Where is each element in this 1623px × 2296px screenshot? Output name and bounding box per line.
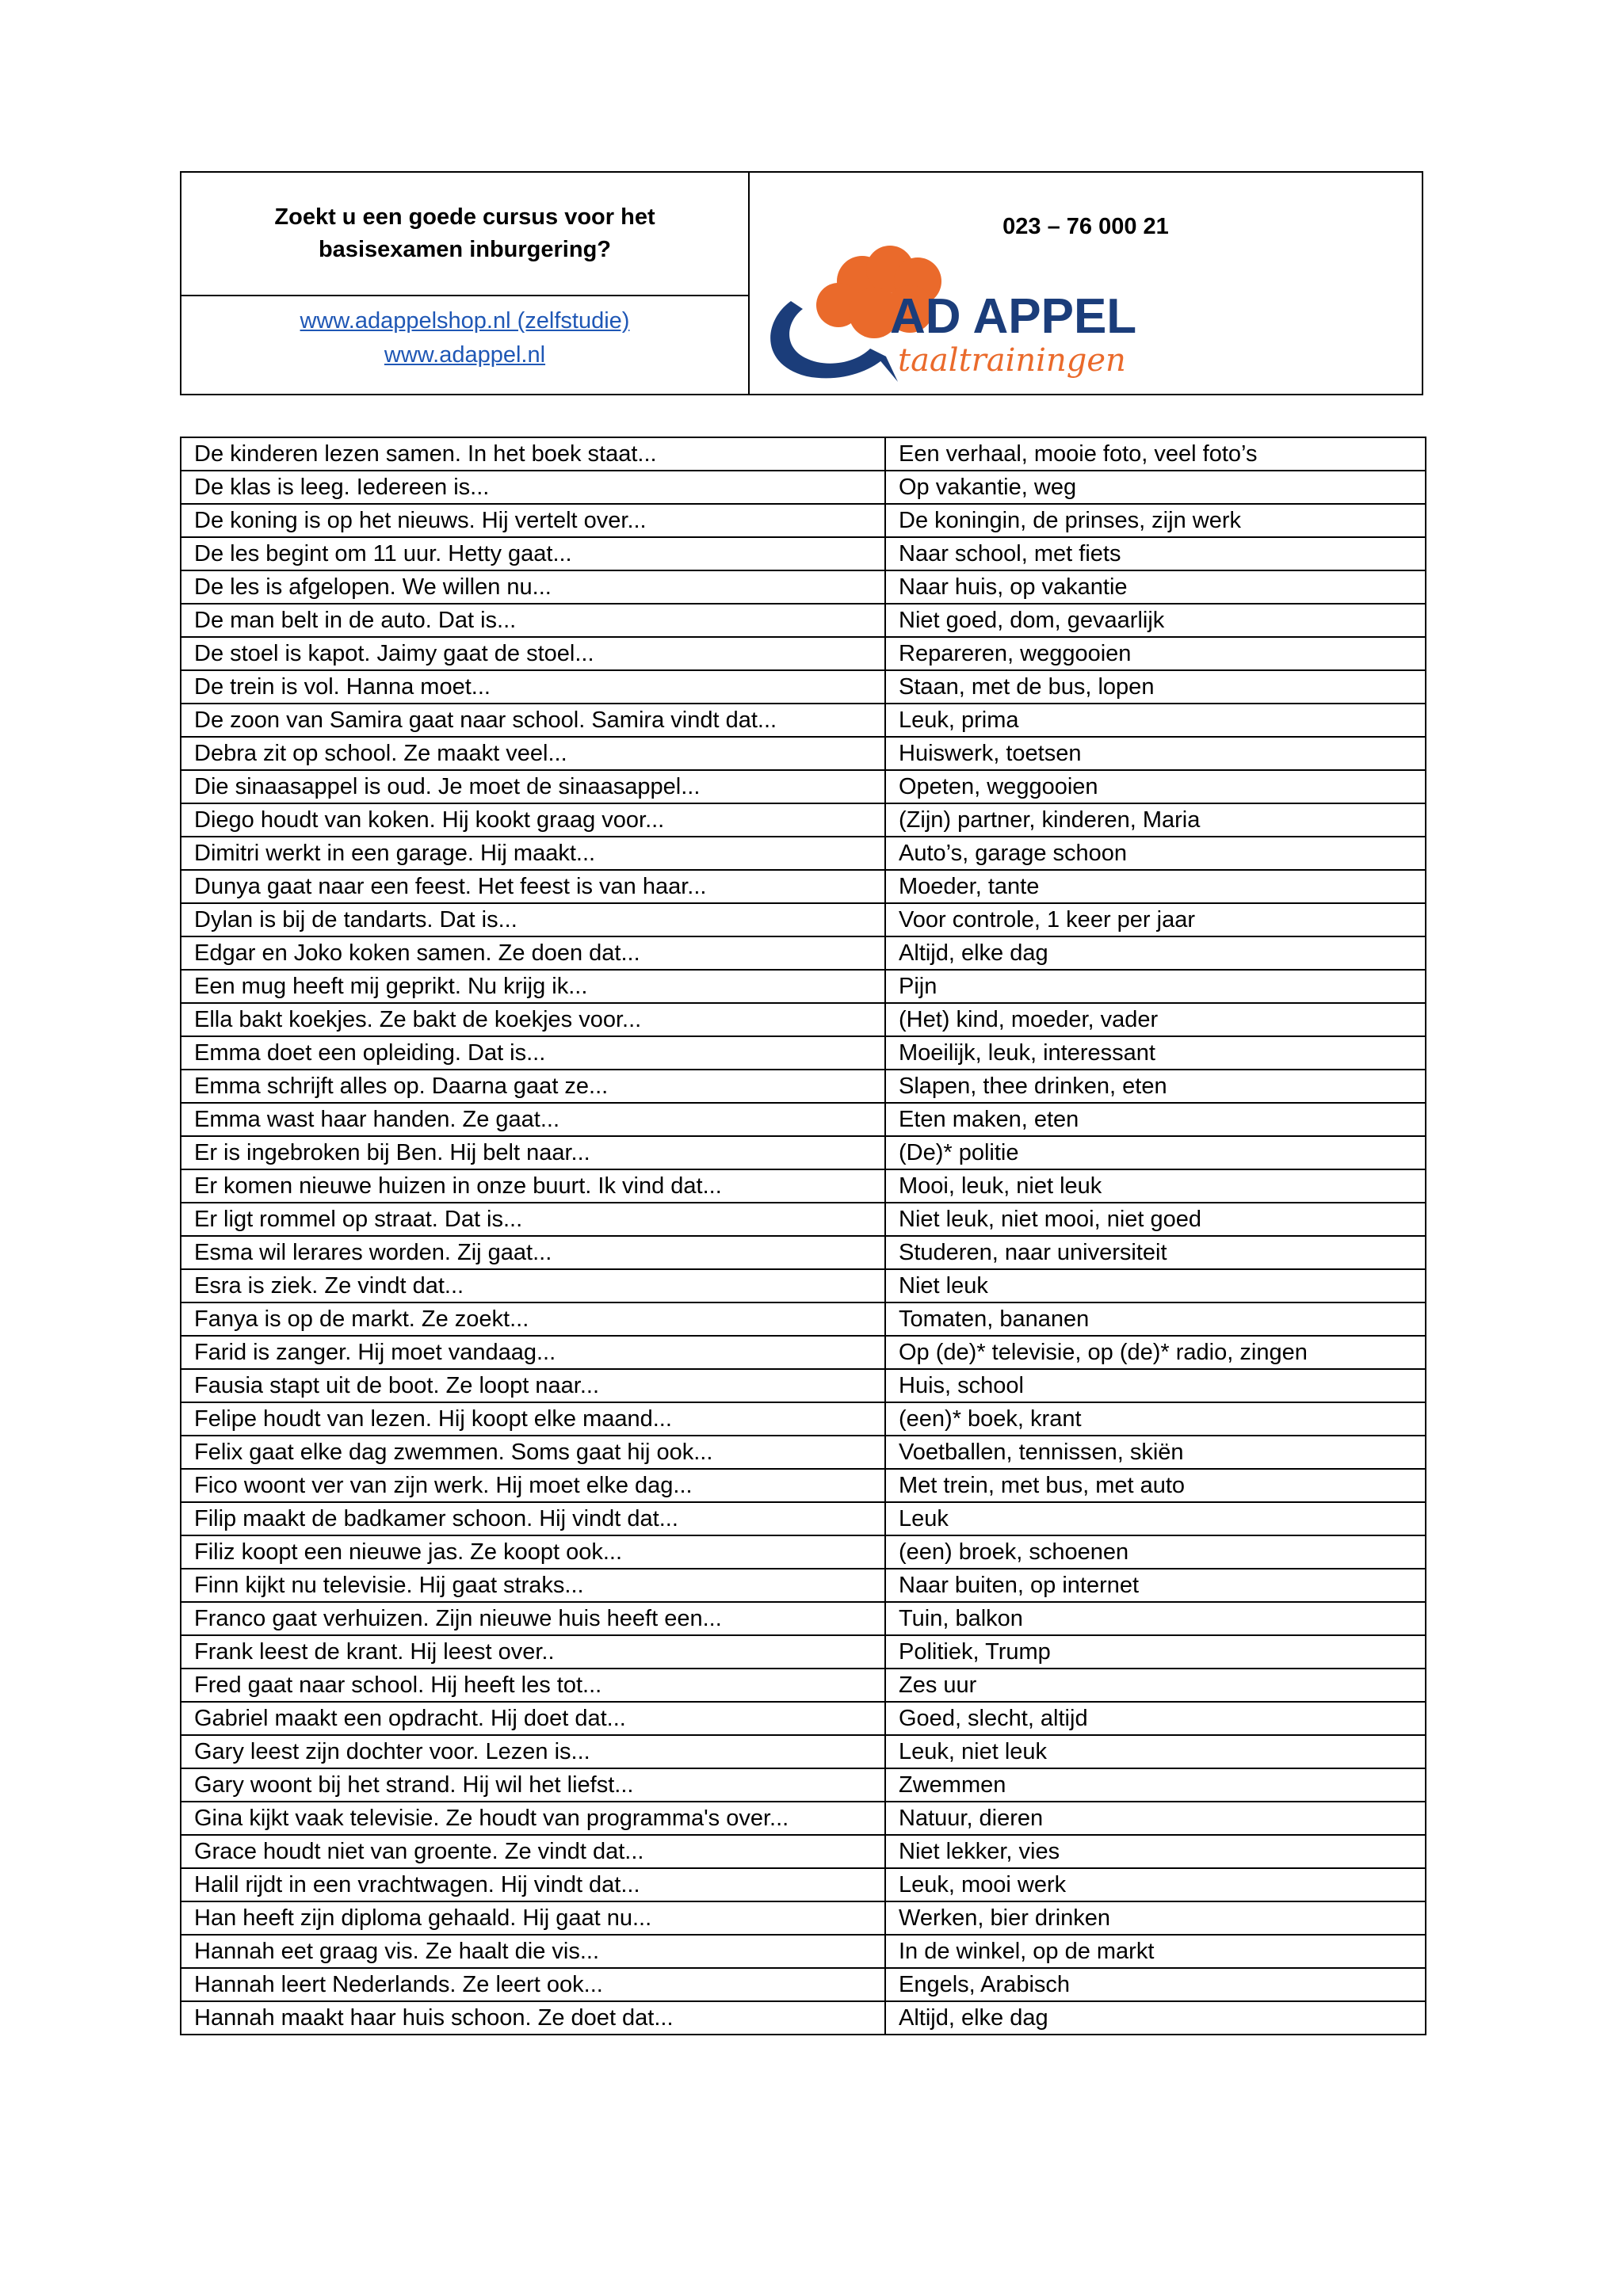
question-cell: Frank leest de krant. Hij leest over.. [181,1635,885,1669]
answer-cell: Leuk, mooi werk [885,1868,1426,1901]
answer-cell: (een)* boek, krant [885,1402,1426,1436]
table-row [181,737,1426,770]
answer-cell: Op (de)* televisie, op (de)* radio, zingen [885,1336,1426,1369]
table-row [181,1302,1426,1336]
question-cell: Filiz koopt een nieuwe jas. Ze koopt ook... [181,1535,885,1569]
answer-cell: Auto’s, garage schoon [885,837,1426,870]
table-row [181,770,1426,803]
promo-text [181,173,748,296]
table-row [181,936,1426,970]
answer-cell: Moeder, tante [885,870,1426,903]
question-cell: De les is afgelopen. We willen nu... [181,570,885,604]
table-row [181,1070,1426,1103]
question-answer-table [180,437,1426,2035]
answer-cell: Huiswerk, toetsen [885,737,1426,770]
answer-cell: Niet leuk [885,1269,1426,1302]
question-cell: Hannah leert Nederlands. Ze leert ook... [181,1968,885,2001]
question-cell: Die sinaasappel is oud. Je moet de sinaasappel... [181,770,885,803]
table-row [181,970,1426,1003]
answer-cell: Eten maken, eten [885,1103,1426,1136]
answer-cell: Niet goed, dom, gevaarlijk [885,604,1426,637]
table-row [181,1036,1426,1070]
answer-cell: Voor controle, 1 keer per jaar [885,903,1426,936]
table-row [181,2001,1426,2035]
question-cell: De koning is op het nieuws. Hij vertelt over... [181,504,885,537]
header-box [180,171,1423,395]
answer-cell: Repareren, weggooien [885,637,1426,670]
question-cell: Fausia stapt uit de boot. Ze loopt naar... [181,1369,885,1402]
table-row [181,1402,1426,1436]
logo-name: AD APPEL [890,289,1137,344]
table-row [181,1635,1426,1669]
answer-cell: (Het) kind, moeder, vader [885,1003,1426,1036]
answer-cell: De koningin, de prinses, zijn werk [885,504,1426,537]
question-cell: Esma wil lerares worden. Zij gaat... [181,1236,885,1269]
answer-cell: Natuur, dieren [885,1802,1426,1835]
answer-cell: Slapen, thee drinken, eten [885,1070,1426,1103]
table-row [181,1136,1426,1169]
question-cell: Hannah maakt haar huis schoon. Ze doet dat... [181,2001,885,2035]
table-row [181,1003,1426,1036]
answer-cell: Studeren, naar universiteit [885,1236,1426,1269]
question-cell: Han heeft zijn diploma gehaald. Hij gaat nu... [181,1901,885,1935]
answer-cell: Opeten, weggooien [885,770,1426,803]
table-row [181,1802,1426,1835]
answer-cell: (een) broek, schoenen [885,1535,1426,1569]
question-cell: Gabriel maakt een opdracht. Hij doet dat... [181,1702,885,1735]
answer-cell: Mooi, leuk, niet leuk [885,1169,1426,1203]
answer-cell: Engels, Arabisch [885,1968,1426,2001]
table-row [181,1702,1426,1735]
answer-cell: Niet lekker, vies [885,1835,1426,1868]
answer-cell: Tomaten, bananen [885,1302,1426,1336]
answer-cell: Leuk, prima [885,704,1426,737]
table-row [181,1968,1426,2001]
question-cell: Emma schrijft alles op. Daarna gaat ze... [181,1070,885,1103]
table-row [181,604,1426,637]
question-cell: Gina kijkt vaak televisie. Ze houdt van programma's over... [181,1802,885,1835]
question-cell: Hannah eet graag vis. Ze haalt die vis... [181,1935,885,1968]
table-row [181,1669,1426,1702]
question-cell: Er komen nieuwe huizen in onze buurt. Ik vind dat... [181,1169,885,1203]
promo-line-2: basisexamen inburgering? [318,237,612,262]
logo-tagline: taaltrainingen [898,342,1126,379]
table-row [181,1768,1426,1802]
ad-appel-logo [759,246,1171,388]
answer-cell: Altijd, elke dag [885,2001,1426,2035]
answer-cell: Politiek, Trump [885,1635,1426,1669]
answer-cell: Naar buiten, op internet [885,1569,1426,1602]
table-row [181,1336,1426,1369]
question-cell: Dimitri werkt in een garage. Hij maakt... [181,837,885,870]
answer-cell: Huis, school [885,1369,1426,1402]
table-row [181,1203,1426,1236]
table-row [181,1269,1426,1302]
phone-number: 023 – 76 000 21 [1002,214,1169,239]
question-cell: Gary woont bij het strand. Hij wil het liefst... [181,1768,885,1802]
question-cell: Emma doet een opleiding. Dat is... [181,1036,885,1070]
table-row [181,670,1426,704]
question-cell: Halil rijdt in een vrachtwagen. Hij vindt dat... [181,1868,885,1901]
table-row [181,704,1426,737]
table-row [181,1835,1426,1868]
table-row [181,437,1426,471]
answer-cell: In de winkel, op de markt [885,1935,1426,1968]
adappelshop-link[interactable]: www.adappelshop.nl (zelfstudie) [300,308,630,334]
table-row [181,637,1426,670]
question-cell: Felipe houdt van lezen. Hij koopt elke maand... [181,1402,885,1436]
table-row [181,1502,1426,1535]
question-cell: Finn kijkt nu televisie. Hij gaat straks... [181,1569,885,1602]
links [181,296,748,394]
question-cell: Dylan is bij de tandarts. Dat is... [181,903,885,936]
question-cell: Diego houdt van koken. Hij kookt graag voor... [181,803,885,837]
answer-cell: Leuk [885,1502,1426,1535]
table-row [181,537,1426,570]
question-cell: De les begint om 11 uur. Hetty gaat... [181,537,885,570]
question-cell: De trein is vol. Hanna moet... [181,670,885,704]
question-cell: Een mug heeft mij geprikt. Nu krijg ik... [181,970,885,1003]
question-cell: Dunya gaat naar een feest. Het feest is van haar... [181,870,885,903]
question-cell: De klas is leeg. Iedereen is... [181,471,885,504]
question-answer-body [181,437,1426,2035]
question-cell: Gary leest zijn dochter voor. Lezen is... [181,1735,885,1768]
answer-cell: Voetballen, tennissen, skiën [885,1436,1426,1469]
answer-cell: Zwemmen [885,1768,1426,1802]
answer-cell: Goed, slecht, altijd [885,1702,1426,1735]
question-cell: Edgar en Joko koken samen. Ze doen dat... [181,936,885,970]
question-cell: Debra zit op school. Ze maakt veel... [181,737,885,770]
adappel-link[interactable]: www.adappel.nl [384,342,546,368]
promo-line-1: Zoekt u een goede cursus voor het [274,204,655,230]
question-cell: Fanya is op de markt. Ze zoekt... [181,1302,885,1336]
answer-cell: (Zijn) partner, kinderen, Maria [885,803,1426,837]
table-row [181,504,1426,537]
question-cell: Fred gaat naar school. Hij heeft les tot... [181,1669,885,1702]
answer-cell: Werken, bier drinken [885,1901,1426,1935]
answer-cell: Naar school, met fiets [885,537,1426,570]
question-cell: Ella bakt koekjes. Ze bakt de koekjes voor... [181,1003,885,1036]
answer-cell: Zes uur [885,1669,1426,1702]
table-row [181,1735,1426,1768]
table-row [181,803,1426,837]
answer-cell: Leuk, niet leuk [885,1735,1426,1768]
table-row [181,471,1426,504]
question-cell: Er ligt rommel op straat. Dat is... [181,1203,885,1236]
table-row [181,903,1426,936]
answer-cell: Op vakantie, weg [885,471,1426,504]
table-row [181,1868,1426,1901]
answer-cell: Een verhaal, mooie foto, veel foto’s [885,437,1426,471]
question-cell: De man belt in de auto. Dat is... [181,604,885,637]
question-cell: Fico woont ver van zijn werk. Hij moet elke dag... [181,1469,885,1502]
table-row [181,1569,1426,1602]
question-cell: Filip maakt de badkamer schoon. Hij vindt dat... [181,1502,885,1535]
question-cell: De stoel is kapot. Jaimy gaat de stoel... [181,637,885,670]
question-cell: Farid is zanger. Hij moet vandaag... [181,1336,885,1369]
header-left [181,173,750,394]
table-row [181,1369,1426,1402]
question-cell: Emma wast haar handen. Ze gaat... [181,1103,885,1136]
answer-cell: Altijd, elke dag [885,936,1426,970]
table-row [181,1901,1426,1935]
answer-cell: Staan, met de bus, lopen [885,670,1426,704]
answer-cell: Pijn [885,970,1426,1003]
table-row [181,1169,1426,1203]
header-right [750,173,1422,394]
table-row [181,1935,1426,1968]
table-row [181,1103,1426,1136]
answer-cell: Niet leuk, niet mooi, niet goed [885,1203,1426,1236]
answer-cell: Tuin, balkon [885,1602,1426,1635]
question-cell: De zoon van Samira gaat naar school. Samira vindt dat... [181,704,885,737]
question-cell: Grace houdt niet van groente. Ze vindt dat... [181,1835,885,1868]
question-cell: Felix gaat elke dag zwemmen. Soms gaat hij ook... [181,1436,885,1469]
question-cell: De kinderen lezen samen. In het boek staat... [181,437,885,471]
table-row [181,570,1426,604]
answer-cell: Moeilijk, leuk, interessant [885,1036,1426,1070]
answer-cell: Met trein, met bus, met auto [885,1469,1426,1502]
answer-cell: (De)* politie [885,1136,1426,1169]
table-row [181,1535,1426,1569]
table-row [181,837,1426,870]
table-row [181,870,1426,903]
question-cell: Franco gaat verhuizen. Zijn nieuwe huis heeft een... [181,1602,885,1635]
table-row [181,1236,1426,1269]
table-row [181,1469,1426,1502]
table-row [181,1436,1426,1469]
table-row [181,1602,1426,1635]
answer-cell: Naar huis, op vakantie [885,570,1426,604]
question-cell: Er is ingebroken bij Ben. Hij belt naar... [181,1136,885,1169]
question-cell: Esra is ziek. Ze vindt dat... [181,1269,885,1302]
